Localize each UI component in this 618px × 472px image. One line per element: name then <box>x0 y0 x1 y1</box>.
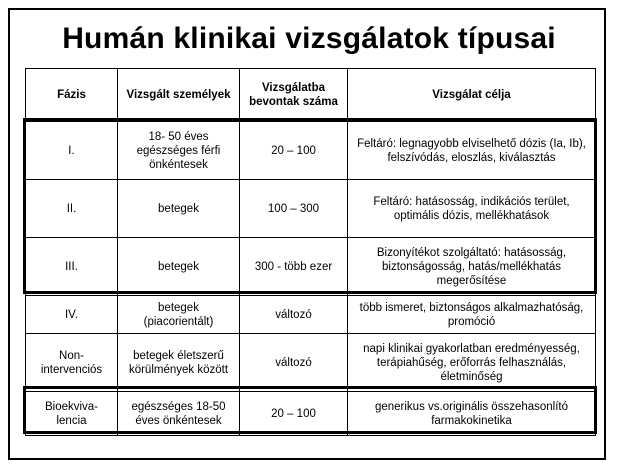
cell-count: változó <box>240 296 348 334</box>
header-phase: Fázis <box>26 69 118 122</box>
table-row <box>26 334 596 392</box>
cell-phase: Non-intervenciós <box>26 334 118 392</box>
cell-subjects: betegek <box>118 180 240 238</box>
header-subjects: Vizsgált személyek <box>118 69 240 122</box>
cell-goal: napi klinikai gyakorlatban eredményesség, terápiahűség, erőforrás felhasználás, életminőség <box>348 334 596 392</box>
cell-phase: III. <box>26 238 118 296</box>
cell-count: 20 – 100 <box>240 392 348 436</box>
page-title: Humán klinikai vizsgálatok típusai <box>62 22 556 55</box>
cell-goal: Feltáró: legnagyobb elviselhető dózis (Ia, Ib), felszívódás, eloszlás, kiválasztás <box>348 122 596 180</box>
table-row <box>26 238 596 296</box>
cell-phase: IV. <box>26 296 118 334</box>
table-row <box>26 392 596 436</box>
cell-subjects: 18- 50 éves egészséges férfi önkéntesek <box>118 122 240 180</box>
clinical-trial-types-table <box>25 68 596 436</box>
cell-subjects: betegek <box>118 238 240 296</box>
cell-count: 300 - több ezer <box>240 238 348 296</box>
table-header-row <box>26 69 596 122</box>
cell-subjects: betegek (piacorientált) <box>118 296 240 334</box>
cell-subjects: egészséges 18-50 éves önkéntesek <box>118 392 240 436</box>
cell-count: változó <box>240 334 348 392</box>
cell-count: 100 – 300 <box>240 180 348 238</box>
header-goal: Vizsgálat célja <box>348 69 596 122</box>
cell-goal: generikus vs.originális összehasonlító farmakokinetika <box>348 392 596 436</box>
cell-goal: több ismeret, biztonságos alkalmazhatóság, promóció <box>348 296 596 334</box>
cell-phase: Bioekviva-lencia <box>26 392 118 436</box>
table-row <box>26 122 596 180</box>
header-count: Vizsgálatba bevontak száma <box>240 69 348 122</box>
table-row <box>26 296 596 334</box>
cell-phase: II. <box>26 180 118 238</box>
cell-count: 20 – 100 <box>240 122 348 180</box>
cell-goal: Feltáró: hatásosság, indikációs terület, optimális dózis, mellékhatások <box>348 180 596 238</box>
cell-phase: I. <box>26 122 118 180</box>
cell-subjects: betegek életszerű körülmények között <box>118 334 240 392</box>
cell-goal: Bizonyítékot szolgáltató: hatásosság, biztonságosság, hatás/mellékhatás megerősítése <box>348 238 596 296</box>
table-row <box>26 180 596 238</box>
